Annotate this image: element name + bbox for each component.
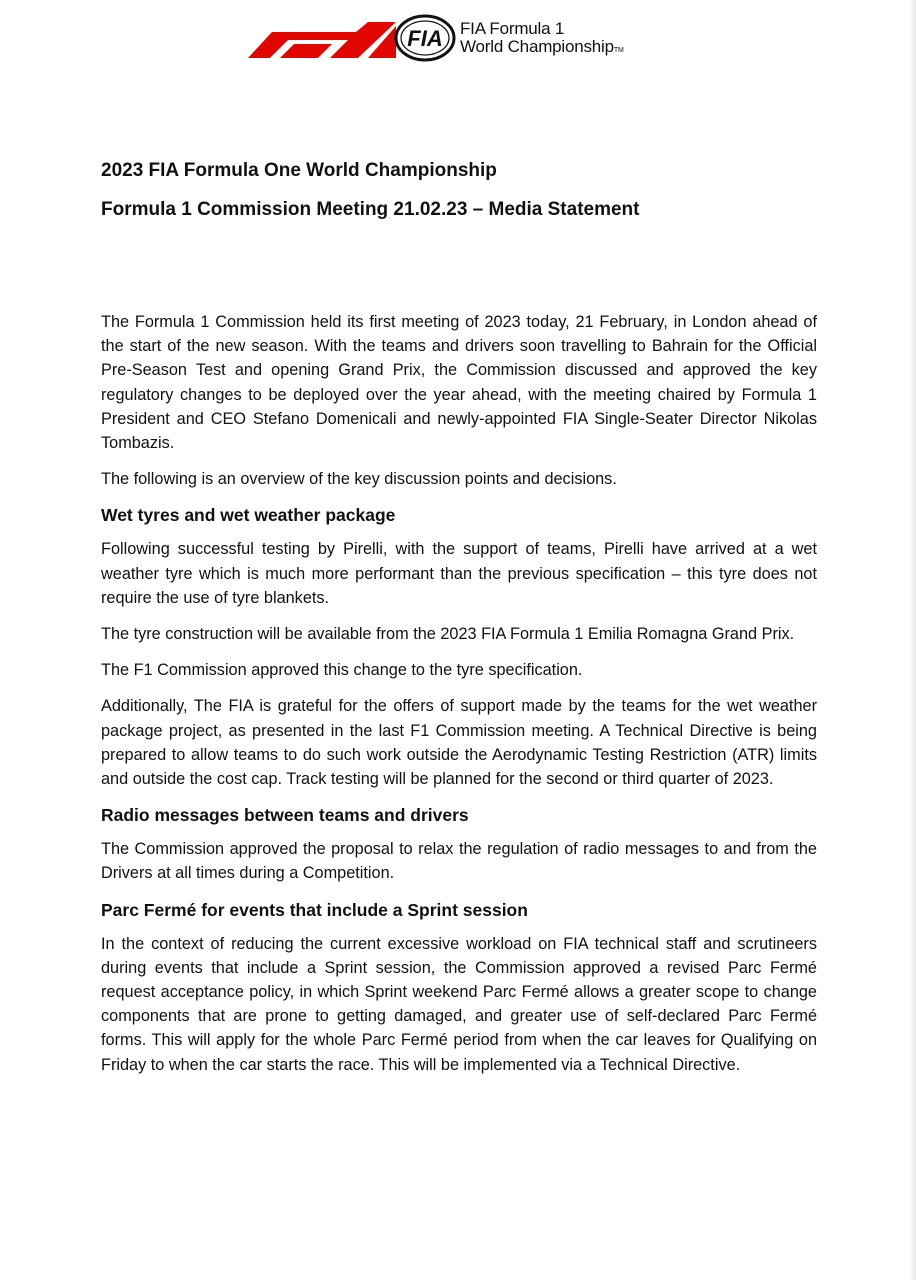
parc-ferme-paragraph: In the context of reducing the current excessive workload on FIA technical staff and scrutineers during events that include a Sprint session, the Commission approved a revised Parc Fermé request acceptance policy, in which Sprint weekend Parc Fermé allows a greater scope to change components that are prone to getting damaged, and greater use of self-declared Parc Fermé forms. This will apply for the whole Parc Fermé period from when the car leaves for Qualifying on Friday to when the car starts the race. This will be implemented via a Technical Directive. [101,934,817,1074]
section-heading-wet-tyres: Wet tyres and wet weather package [101,505,396,526]
document-subtitle: Formula 1 Commission Meeting 21.02.23 – Media Statement [101,199,640,220]
brand-line-2 [460,38,624,60]
wet-tyres-paragraph-3: The F1 Commission approved this change to the tyre specification. [101,661,583,680]
document-body [101,310,817,1089]
svg-text:FIA: FIA [407,26,443,51]
intro-paragraph: The Formula 1 Commission held its first meeting of 2023 today, 21 February, in London ahead of the start of the new season. With the teams and drivers soon travelling to Bahrain for the Official Pre-Season Test and opening Grand Prix, the Commission discussed and approved the key regulatory changes to be deployed over the year ahead, with the meeting chaired by Formula 1 President and CEO Stefano Domenicali and newly-appointed FIA Single-Seater Director Nikolas Tombazis. [101,313,817,453]
f1-logo-icon [248,18,396,58]
wet-tyres-paragraph-4: Additionally, The FIA is grateful for the offers of support made by the teams for the wet weather package project, as presented in the last F1 Commission meeting. A Technical Directive is being prepared to allow teams to do such work outside the Aerodynamic Testing Restriction (ATR) limits and outside the cost cap. Track testing will be planned for the second or third quarter of 2023. [101,697,817,789]
section-heading-parc-ferme: Parc Fermé for events that include a Sprint session [101,899,528,920]
brand-line-1: FIA Formula 1 [460,19,565,38]
radio-messages-paragraph: The Commission approved the proposal to relax the regulation of radio messages to and from the Drivers at all times during a Competition. [101,840,817,883]
overview-paragraph: The following is an overview of the key discussion points and decisions. [101,470,617,489]
wet-tyres-paragraph-2: The tyre construction will be available from the 2023 FIA Formula 1 Emilia Romagna Grand Prix. [101,625,795,644]
section-heading-radio-messages: Radio messages between teams and drivers [101,805,469,826]
document-header [248,14,688,62]
brand-line-2-text: World Championship [460,37,614,56]
document-title: 2023 FIA Formula One World Championship [101,160,497,181]
brand-wordmark [460,20,624,60]
wet-tyres-paragraph-1: Following successful testing by Pirelli, with the support of teams, Pirelli have arrived at a wet weather tyre which is much more performant than the previous specification – this tyre does not require the use of tyre blankets. [101,540,817,607]
fia-emblem-icon [394,14,456,62]
page-edge-shadow [910,0,916,1280]
trademark-mark: TM [613,47,624,54]
